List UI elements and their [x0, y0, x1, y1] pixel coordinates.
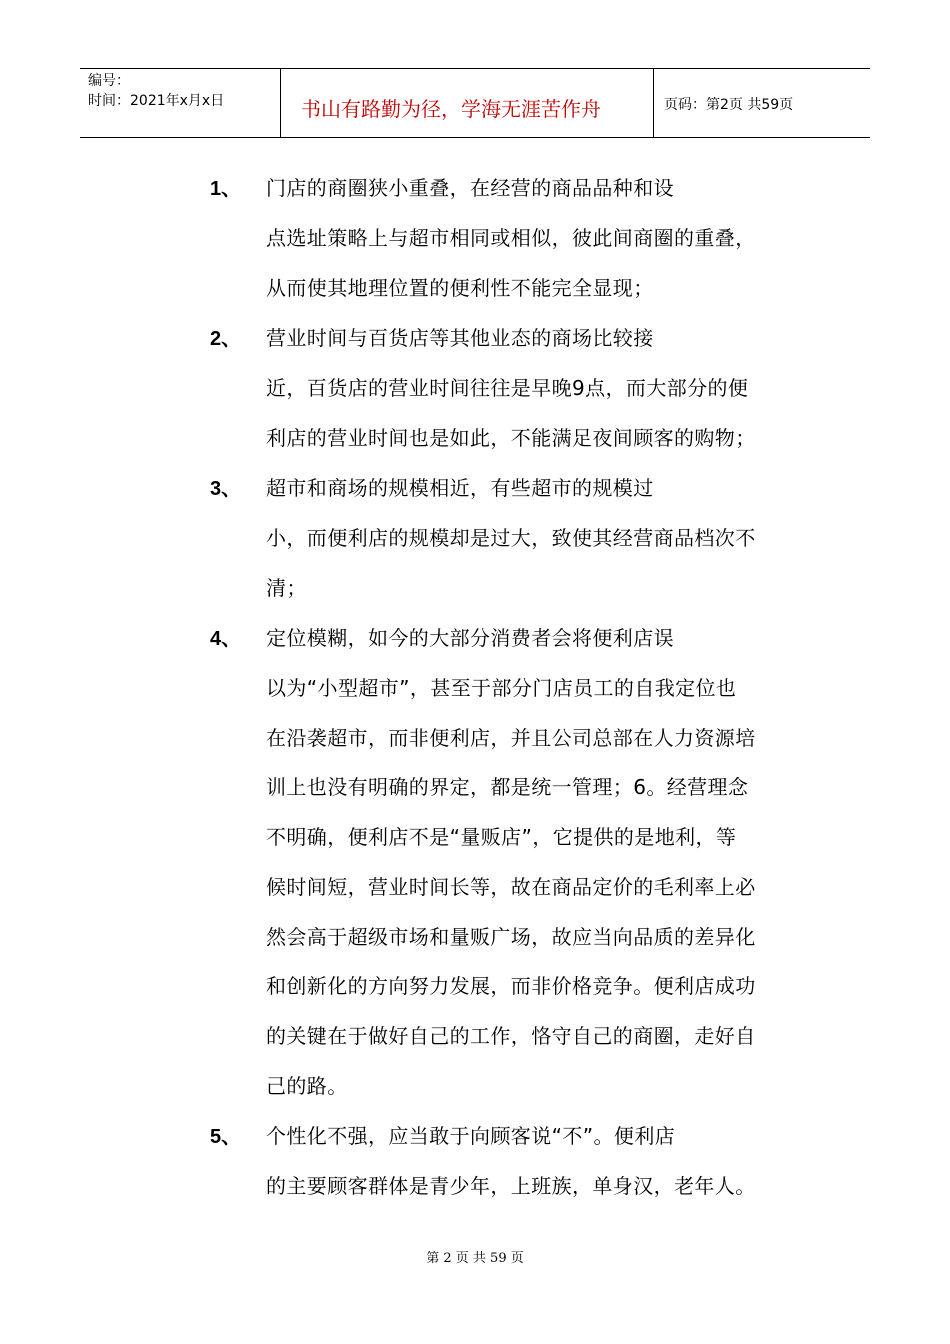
paragraph-line: 门店的商圈狭小重叠，在经营的商品品种和设: [266, 176, 674, 200]
paragraph-line: 营业时间与百货店等其他业态的商场比较接: [266, 326, 654, 350]
paragraph-line: 从而使其地理位置的便利性不能完全显现；: [266, 276, 654, 300]
item-number: 4、: [210, 628, 242, 650]
paragraph-line: 在沿袭超市，而非便利店，并且公司总部在人力资源培: [266, 726, 756, 750]
paragraph-line: 以为“小型超市”，甚至于部分门店员工的自我定位也: [266, 676, 737, 700]
paragraph-line: 利店的营业时间也是如此，不能满足夜间顾客的购物；: [266, 426, 756, 450]
paragraph-line: 清；: [266, 576, 307, 600]
paragraph-line: 不明确，便利店不是“量贩店”，它提供的是地利，等: [266, 825, 737, 849]
header-page-info: 页码：第2页 共59页: [664, 97, 794, 113]
paragraph-line: 然会高于超级市场和量贩广场，故应当向品质的差异化: [266, 925, 756, 949]
paragraph-line: 小，而便利店的规模却是过大，致使其经营商品档次不: [266, 526, 756, 550]
paragraph-line: 己的路。: [266, 1074, 348, 1098]
paragraph-line: 的关键在于做好自己的工作，恪守自己的商圈，走好自: [266, 1024, 756, 1048]
paragraph-line: 个性化不强，应当敢于向顾客说“不”。便利店: [266, 1124, 676, 1148]
paragraph-line: 超市和商场的规模相近，有些超市的规模过: [266, 476, 654, 500]
document-number-label: 编号：: [88, 73, 130, 89]
page-footer: 第 2 页 共 59 页: [426, 1251, 524, 1266]
paragraph-line: 近，百货店的营业时间往往是早晚9点，而大部分的便: [266, 376, 749, 400]
item-number: 3、: [210, 478, 242, 500]
item-number: 2、: [210, 328, 242, 350]
paragraph-line: 和创新化的方向努力发展，而非价格竞争。便利店成功: [266, 974, 756, 998]
paragraph-line: 的主要顾客群体是青少年，上班族，单身汉，老年人。: [266, 1174, 756, 1198]
paragraph-line: 训上也没有明确的界定，都是统一管理；6。经营理念: [266, 775, 749, 799]
item-number: 5、: [210, 1126, 242, 1148]
document-time-label: 时间：2021年x月x日: [88, 93, 225, 109]
paragraph-line: 点选址策略上与超市相同或相似，彼此间商圈的重叠，: [266, 226, 756, 250]
paragraph-line: 定位模糊，如今的大部分消费者会将便利店误: [266, 626, 674, 650]
header-motto: 书山有路勤为径，学海无涯苦作舟: [301, 97, 601, 121]
item-number: 1、: [210, 178, 242, 200]
paragraph-line: 候时间短，营业时间长等，故在商品定价的毛利率上必: [266, 875, 756, 899]
